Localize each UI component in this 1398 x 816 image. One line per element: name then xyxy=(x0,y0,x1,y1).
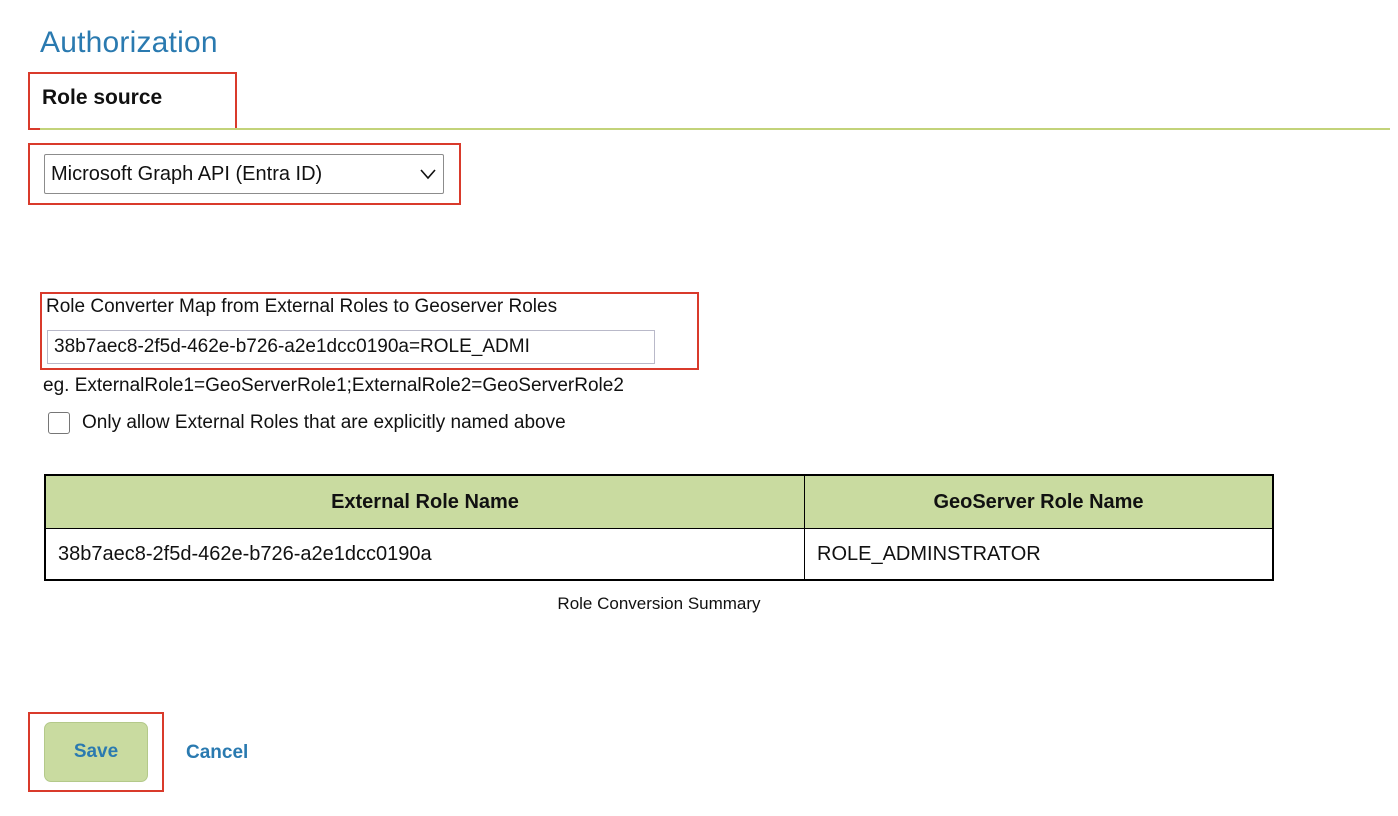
column-header-external-role: External Role Name xyxy=(45,475,805,529)
table-header-row xyxy=(45,475,1273,529)
page-title: Authorization xyxy=(40,26,218,60)
only-allow-named-roles-checkbox[interactable] xyxy=(48,412,70,434)
table-caption: Role Conversion Summary xyxy=(557,594,761,613)
role-converter-input[interactable] xyxy=(47,330,655,364)
role-source-select[interactable] xyxy=(44,154,444,194)
role-source-heading: Role source xyxy=(42,86,163,109)
only-allow-named-roles-label: Only allow External Roles that are explicitly named above xyxy=(82,412,566,433)
cancel-button[interactable]: Cancel xyxy=(186,742,249,763)
cell-external-role-name: 38b7aec8-2f5d-462e-b726-a2e1dcc0190a xyxy=(45,529,805,581)
table-row xyxy=(45,529,1273,581)
role-converter-label: Role Converter Map from External Roles to Geoserver Roles xyxy=(46,296,558,317)
role-converter-hint: eg. ExternalRole1=GeoServerRole1;ExternalRole2=GeoServerRole2 xyxy=(43,375,624,396)
only-allow-named-roles-row[interactable] xyxy=(48,412,566,434)
column-header-geoserver-role: GeoServer Role Name xyxy=(805,475,1274,529)
role-conversion-table xyxy=(44,474,1274,581)
section-divider xyxy=(40,128,1390,130)
save-button[interactable]: Save xyxy=(44,722,148,782)
cell-geoserver-role-name: ROLE_ADMINSTRATOR xyxy=(805,529,1274,581)
